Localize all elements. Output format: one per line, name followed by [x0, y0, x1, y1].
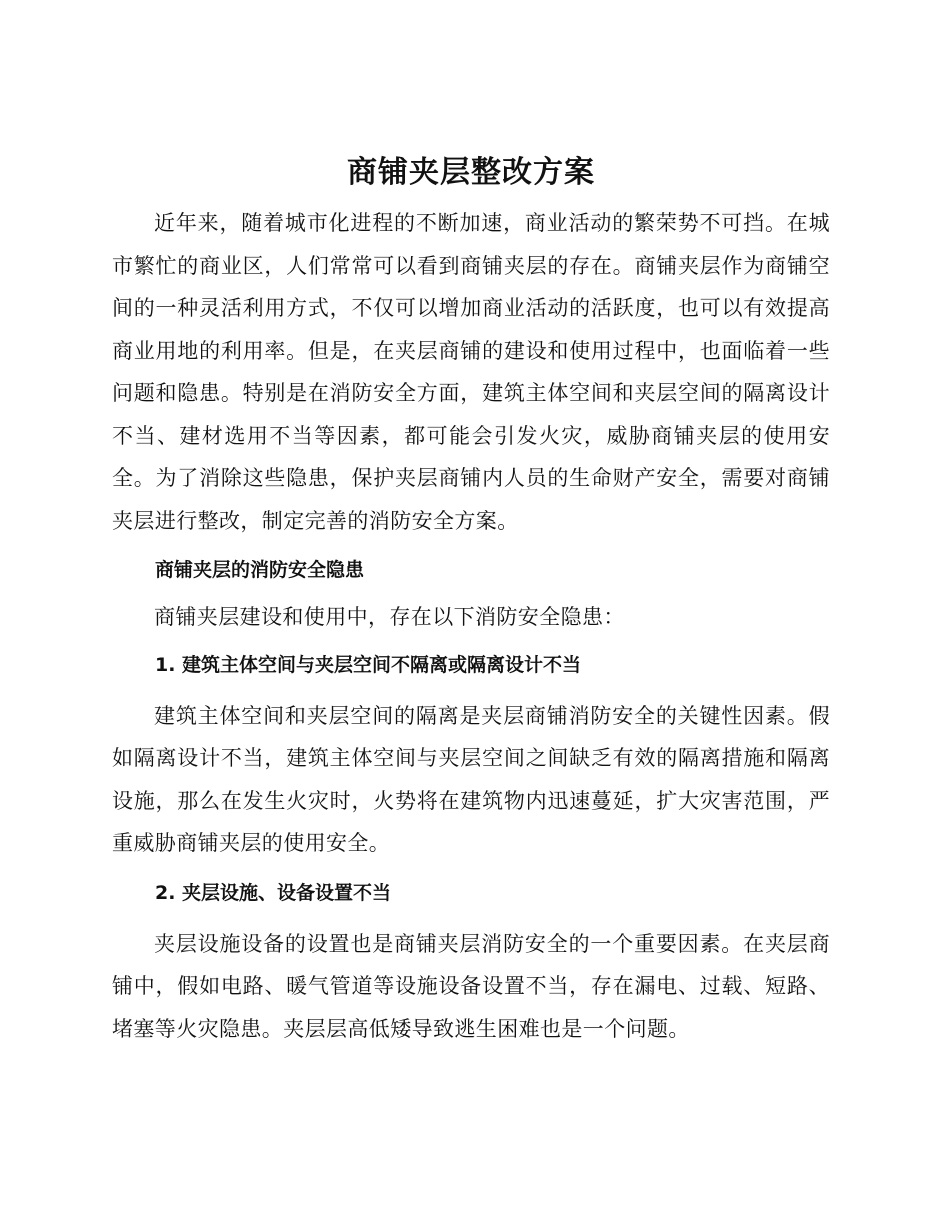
intro-paragraph: 近年来，随着城市化进程的不断加速，商业活动的繁荣势不可挡。在城市繁忙的商业区，人们常常可以看到商铺夹层的存在。商铺夹层作为商铺空间的一种灵活利用方式，不仅可以增加商业活动的活跃度，也可以有效提高商业用地的利用率。但是，在夹层商铺的建设和使用过程中，也面临着一些问题和隐患。特别是在消防安全方面，建筑主体空间和夹层空间的隔离设计不当、建材选用不当等因素，都可能会引发火灾，威胁商铺夹层的使用安全。为了消除这些隐患，保护夹层商铺内人员的生命财产安全，需要对商铺夹层进行整改，制定完善的消防安全方案。	[112, 211, 830, 533]
document-page	[112, 148, 830, 1050]
item-2-heading: 2. 夹层设施、设备设置不当	[155, 881, 392, 904]
item-2-paragraph: 夹层设施设备的设置也是商铺夹层消防安全的一个重要因素。在夹层商铺中，假如电路、暖气管道等设施设备设置不当，存在漏电、过载、短路、堵塞等火灾隐患。夹层层高低矮导致逃生困难也是一个问题。	[112, 931, 830, 1041]
document-title: 商铺夹层整改方案	[347, 155, 595, 190]
item-1-heading: 1. 建筑主体空间与夹层空间不隔离或隔离设计不当	[155, 653, 582, 676]
item-1-paragraph: 建筑主体空间和夹层空间的隔离是夹层商铺消防安全的关键性因素。假如隔离设计不当，建筑主体空间与夹层空间之间缺乏有效的隔离措施和隔离设施，那么在发生火灾时，火势将在建筑物内迅速蔓延，扩大灾害范围，严重威胁商铺夹层的使用安全。	[112, 703, 830, 855]
section-heading: 商铺夹层的消防安全隐患	[155, 559, 365, 581]
section-intro-paragraph: 商铺夹层建设和使用中，存在以下消防安全隐患：	[154, 605, 625, 629]
